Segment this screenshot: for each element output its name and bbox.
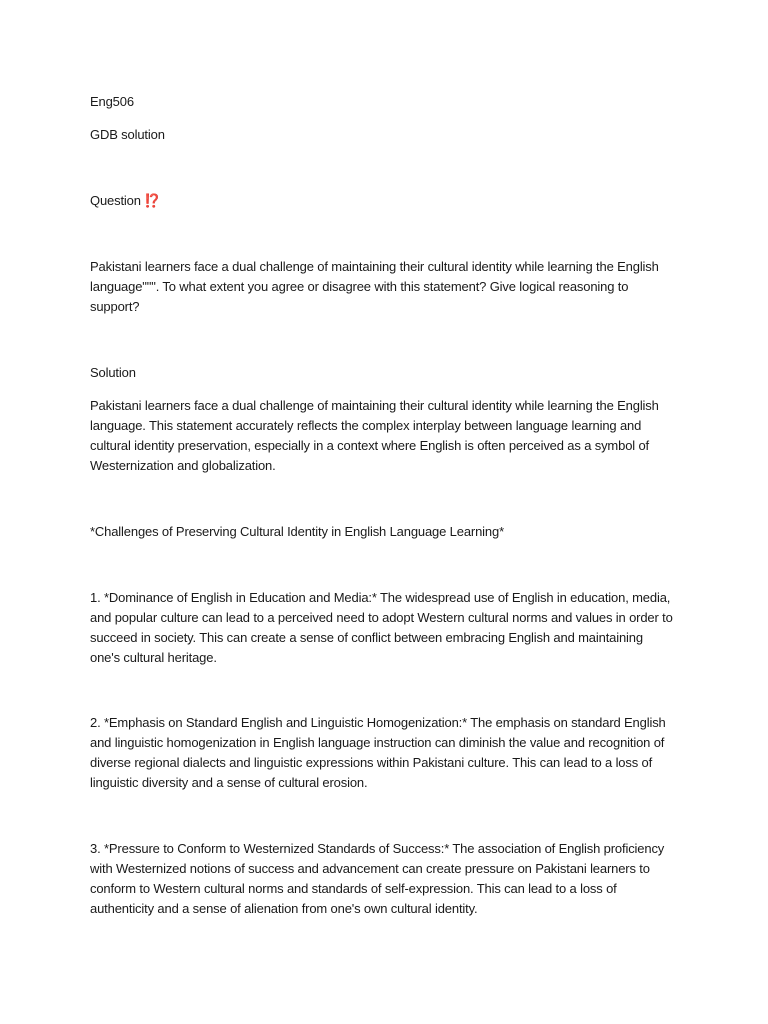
point-item-2: 2. *Emphasis on Standard English and Linguistic Homogenization:* The emphasis on standard English and linguistic homogenization in English language instruction can diminish the value and recognition of diverse regional dialects and linguistic expressions within Pakistani culture. This can lead to a loss of linguistic diversity and a sense of cultural erosion. — [90, 715, 666, 790]
document-type: GDB solution — [90, 127, 165, 142]
challenges-heading: *Challenges of Preserving Cultural Identity in English Language Learning* — [90, 524, 504, 539]
course-code: Eng506 — [90, 94, 134, 109]
point-item-3: 3. *Pressure to Conform to Westernized Standards of Success:* The association of English proficiency with Westernized notions of success and advancement can create pressure on Pakistani learners to conform to Western cultural norms and standards of self-expression. This can lead to a loss of authenticity and a sense of alienation from one's own cultural identity. — [90, 841, 665, 916]
question-heading: Question ⁉️ — [90, 193, 161, 208]
solution-heading: Solution — [90, 365, 136, 380]
solution-intro: Pakistani learners face a dual challenge of maintaining their cultural identity while learning the English language. This statement accurately reflects the complex interplay between language learning and cultural identity preservation, especially in a context where English is often perceived as a symbol of Westernization and globalization. — [90, 398, 659, 473]
question-text: Pakistani learners face a dual challenge of maintaining their cultural identity while learning the English language""". To what extent you agree or disagree with this statement? Give logical reasoning to support? — [90, 259, 659, 314]
point-item-1: 1. *Dominance of English in Education and Media:* The widespread use of English in education, media, and popular culture can lead to a perceived need to adopt Western cultural norms and values in order to succeed in society. This can create a sense of conflict between embracing English and maintaining one's cultural heritage. — [90, 590, 673, 665]
